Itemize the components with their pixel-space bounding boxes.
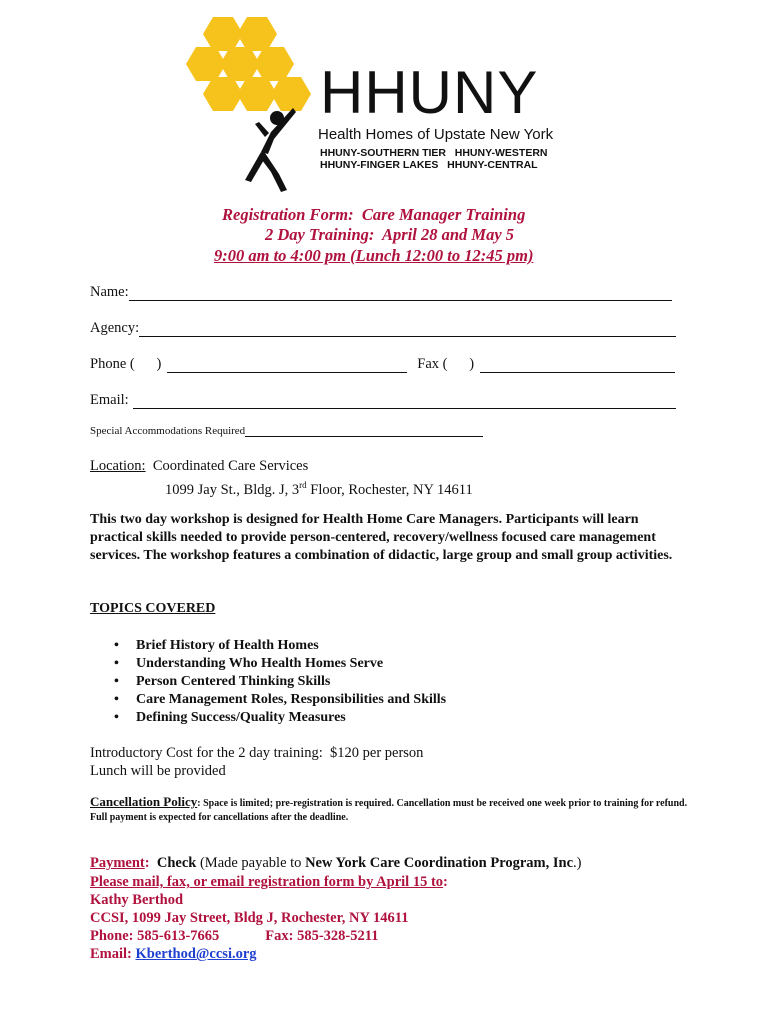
contact-email-link[interactable]: Kberthod@ccsi.org xyxy=(135,946,257,962)
cost-block xyxy=(90,744,423,780)
agency-row xyxy=(90,320,676,337)
special-accommodations-label: Special Accommodations Required xyxy=(90,425,246,437)
location-label: Location: xyxy=(90,458,146,474)
contact-name: Kathy Berthod xyxy=(90,892,184,908)
contact-email-row: Email: Kberthod@ccsi.org xyxy=(90,946,257,962)
cancellation-policy xyxy=(90,795,690,825)
email-row xyxy=(90,392,676,409)
location-block xyxy=(90,457,473,500)
list-item: • Care Management Roles, Responsibilities and Skills xyxy=(114,691,446,709)
workshop-description: This two day workshop is designed for Health Home Care Managers. Participants will learn practical skills needed to provide person-centered, recovery/wellness focused care management services. The workshop features a combination of didactic, large group and small group activities. xyxy=(90,512,673,563)
list-item: • Person Centered Thinking Skills xyxy=(114,673,446,691)
topics-heading: TOPICS COVERED xyxy=(90,601,216,616)
phone-field[interactable] xyxy=(167,358,407,373)
email-label: Email: xyxy=(90,392,129,408)
phone-fax-row xyxy=(90,356,675,373)
payment-label: Payment xyxy=(90,855,145,871)
contact-fax: Fax: 585-328-5211 xyxy=(265,928,379,944)
contact-phone-fax xyxy=(90,927,448,945)
name-label: Name: xyxy=(90,284,129,300)
location-address: 1099 Jay St., Bldg. J, 3rd Floor, Rochester, NY 14611 xyxy=(165,480,473,498)
brand-regions-line2: HHUNY-FINGER LAKES HHUNY-CENTRAL xyxy=(320,159,538,171)
brand-name: HHUNY xyxy=(320,59,539,126)
cancellation-text: : Space is limited; pre-registration is required. Cancellation must be received one week prior to training for refund. Full payment is expected for cancellations after the deadline. xyxy=(90,798,688,823)
list-item: • Defining Success/Quality Measures xyxy=(114,709,446,727)
name-field[interactable] xyxy=(129,286,672,301)
fax-label: Fax ( ) xyxy=(417,356,475,372)
email-field[interactable] xyxy=(133,394,676,409)
list-item: • Brief History of Health Homes xyxy=(114,637,446,655)
contact-block: Please mail, fax, or email registration form by April 15 to: Kathy Berthod CCSI, 1099 Jay Street, Bldg J, Rochester, NY 14611 Phone: 585-613-7665 Fax: 585-328-5211 Email: Kberthod@ccsi.org xyxy=(90,874,448,962)
topics-list xyxy=(114,637,446,727)
payment-method: Check xyxy=(156,855,197,871)
submit-instruction: Please mail, fax, or email registration form by April 15 to xyxy=(90,874,444,890)
list-item: • Understanding Who Health Homes Serve xyxy=(114,655,446,673)
contact-phone: Phone: 585-613-7665 xyxy=(90,928,220,944)
special-accommodations-row xyxy=(90,425,483,437)
agency-field[interactable] xyxy=(139,322,676,337)
honeycomb-person-logo-icon xyxy=(175,12,325,202)
special-accommodations-field[interactable] xyxy=(245,425,483,437)
contact-address: CCSI, 1099 Jay Street, Bldg J, Rochester, NY 14611 xyxy=(90,910,409,926)
payment-line: Payment: Check (Made payable to New York Care Coordination Program, Inc.) xyxy=(90,855,582,871)
fax-field[interactable] xyxy=(480,358,675,373)
training-times: 9:00 am to 4:00 pm (Lunch 12:00 to 12:45 pm) xyxy=(214,246,534,265)
brand-full-name: Health Homes of Upstate New York xyxy=(318,126,554,143)
brand-regions-line1: HHUNY-SOUTHERN TIER HHUNY-WESTERN xyxy=(320,147,548,159)
phone-label: Phone ( ) xyxy=(90,356,162,372)
name-row xyxy=(90,284,672,301)
training-dates: 2 Day Training: April 28 and May 5 xyxy=(265,225,515,244)
brand-regions xyxy=(320,147,548,171)
payee: New York Care Coordination Program, Inc xyxy=(305,855,574,871)
cost-text: Introductory Cost for the 2 day training: $120 per person xyxy=(90,745,424,761)
location-name: Coordinated Care Services xyxy=(152,458,309,474)
form-title: Registration Form: Care Manager Training xyxy=(222,205,526,224)
cancellation-label: Cancellation Policy xyxy=(90,794,198,809)
lunch-text: Lunch will be provided xyxy=(90,763,226,779)
agency-label: Agency: xyxy=(90,320,140,336)
